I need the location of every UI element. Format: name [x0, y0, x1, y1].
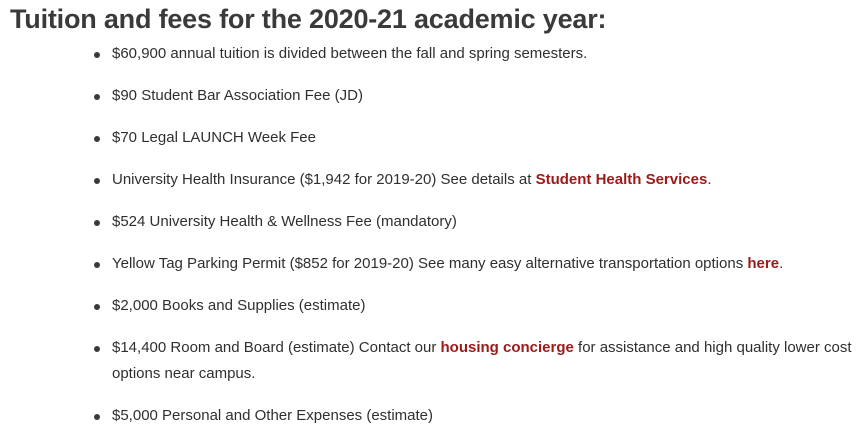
page-title: Tuition and fees for the 2020-21 academic year: [10, 4, 607, 34]
list-item [90, 41, 860, 67]
housing-concierge-link[interactable]: housing concierge [440, 339, 574, 356]
item-text-suffix: for assistance and high quality lower cost options near campus. [112, 339, 852, 382]
item-text: $5,000 Personal and Other Expenses (estimate) [112, 407, 434, 424]
list-item [90, 335, 860, 387]
student-health-services-link[interactable]: Student Health Services [535, 171, 708, 188]
bullet-icon [94, 94, 100, 100]
item-text: $70 Legal LAUNCH Week Fee [112, 129, 316, 146]
item-text-suffix: . [707, 171, 712, 188]
item-text: $14,400 Room and Board (estimate) Contact our [112, 339, 441, 356]
list-item [90, 167, 860, 193]
fee-list [90, 41, 860, 445]
item-text-suffix: . [779, 255, 784, 272]
transportation-options-link[interactable]: here [747, 255, 780, 272]
bullet-icon [94, 346, 100, 352]
bullet-icon [94, 178, 100, 184]
list-item [90, 209, 860, 235]
item-text: $60,900 annual tuition is divided between the fall and spring semesters. [112, 45, 588, 62]
bullet-icon [94, 220, 100, 226]
item-text: University Health Insurance ($1,942 for 2019-20) See details at [112, 171, 536, 188]
bullet-icon [94, 52, 100, 58]
item-text: $90 Student Bar Association Fee (JD) [112, 87, 363, 104]
bullet-icon [94, 414, 100, 420]
bullet-icon [94, 136, 100, 142]
list-item [90, 125, 860, 151]
bullet-icon [94, 262, 100, 268]
list-item [90, 293, 860, 319]
list-item [90, 403, 860, 429]
item-text: $524 University Health & Wellness Fee (mandatory) [112, 213, 457, 230]
bullet-icon [94, 304, 100, 310]
item-text: Yellow Tag Parking Permit ($852 for 2019-20) See many easy alternative transportation options [112, 255, 748, 272]
list-item [90, 83, 860, 109]
item-text: $2,000 Books and Supplies (estimate) [112, 297, 366, 314]
list-item [90, 251, 860, 277]
